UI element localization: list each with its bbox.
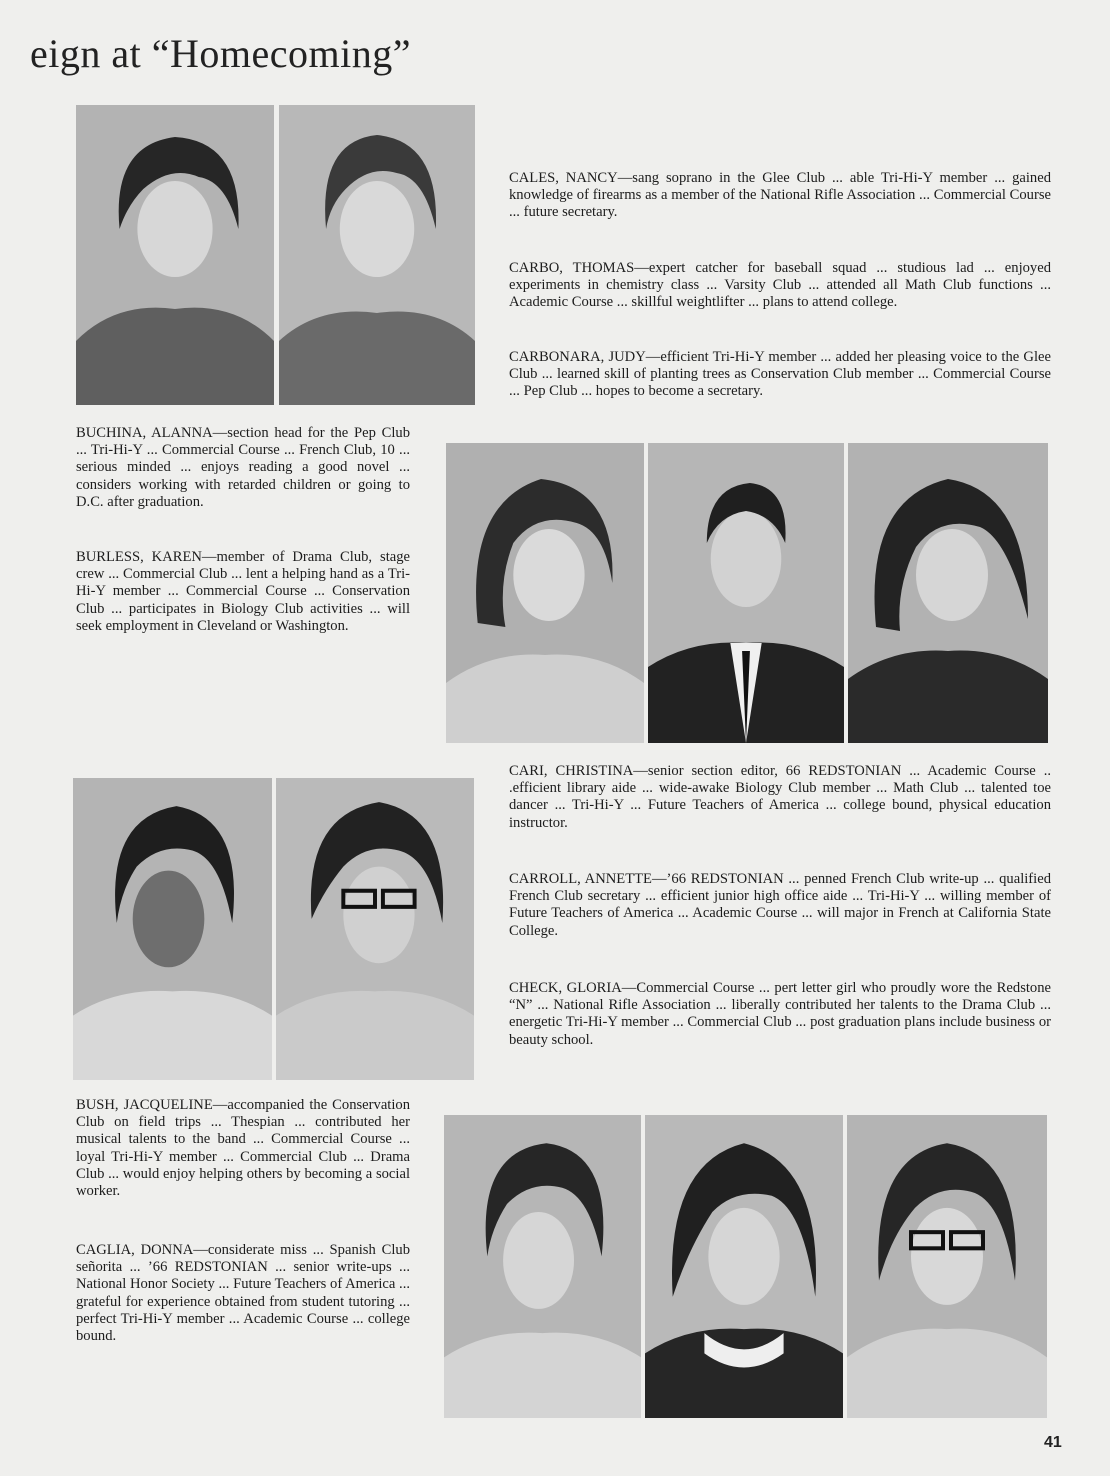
portrait-photo-carbo [648, 443, 844, 743]
portrait-photo-carroll [645, 1115, 843, 1418]
senior-entry-carroll: CARROLL, ANNETTE—’66 REDSTONIAN ... penned French Club write-up ... qualified French Club secretary ... efficient junior high office aide ... Tri-Hi-Y ... willing member of Future Teachers of America ... Academic Course ... will major in French at California State College. [509, 871, 1051, 939]
senior-entry-check: CHECK, GLORIA—Commercial Course ... pert letter girl who proudly wore the Redstone “N” ... National Rifle Association ... liberally contributed her talents to the Drama Club ... energetic Tri-Hi-Y member ... Commercial Club ... post graduation plans include business or beauty school. [509, 980, 1051, 1048]
page-number: 41 [1044, 1434, 1062, 1451]
portrait-photo-carbonara [848, 443, 1048, 743]
portrait-photo-bush [73, 778, 272, 1080]
senior-entry-bush: BUSH, JACQUELINE—accompanied the Conservation Club on field trips ... Thespian ... contributed her musical talents to the band ... Commercial Course ... loyal Tri-Hi-Y member ... Commercial Club ... Drama Club ... would enjoy helping others by becoming a social worker. [76, 1097, 410, 1200]
portrait-photo-caglia [276, 778, 474, 1080]
portrait-photo-check [847, 1115, 1047, 1418]
senior-entry-cales: CALES, NANCY—sang soprano in the Glee Club ... able Tri-Hi-Y member ... gained knowledge of firearms as a member of the National Rifle Association ... Commercial Course ... future secretary. [509, 170, 1051, 221]
senior-entry-burless: BURLESS, KAREN—member of Drama Club, stage crew ... Commercial Club ... lent a helping hand as a Tri-Hi-Y member ... Commercial Course ... Conservation Club ... participates in Biology Club activities ... will seek employment in Cleveland or Washington. [76, 549, 410, 634]
senior-entry-caglia: CAGLIA, DONNA—considerate miss ... Spanish Club señorita ... ’66 REDSTONIAN ... senior write-ups ... National Honor Society ... Future Teachers of America ... grateful for experience obtained from student tutoring ... perfect Tri-Hi-Y member ... Academic Course ... college bound. [76, 1242, 410, 1345]
senior-entry-buchina: BUCHINA, ALANNA—section head for the Pep Club ... Tri-Hi-Y ... Commercial Course ... French Club, 10 ... serious minded ... enjoys reading a good novel ... considers working with retarded children or going to D.C. after graduation. [76, 425, 410, 510]
senior-entry-carbonara: CARBONARA, JUDY—efficient Tri-Hi-Y member ... added her pleasing voice to the Glee Club ... learned skill of planting trees as Conservation Club member ... Commercial Course ... Pep Club ... hopes to become a secretary. [509, 349, 1051, 400]
portrait-photo-burless [279, 105, 475, 405]
portrait-photo-cales [446, 443, 644, 743]
page-title: eign at “Homecoming” [30, 31, 411, 76]
senior-entry-cari: CARI, CHRISTINA—senior section editor, 66 REDSTONIAN ... Academic Course .. .efficient library aide ... wide-awake Biology Club member ... Math Club ... talented toe dancer ... Tri-Hi-Y ... Future Teachers of America ... college bound, physical education instructor. [509, 763, 1051, 831]
portrait-photo-cari [444, 1115, 641, 1418]
portrait-photo-buchina [76, 105, 274, 405]
senior-entry-carbo: CARBO, THOMAS—expert catcher for baseball squad ... studious lad ... enjoyed experiments in chemistry class ... Varsity Club ... attended all Math Club functions ... Academic Course ... skillful weightlifter ... plans to attend college. [509, 260, 1051, 311]
